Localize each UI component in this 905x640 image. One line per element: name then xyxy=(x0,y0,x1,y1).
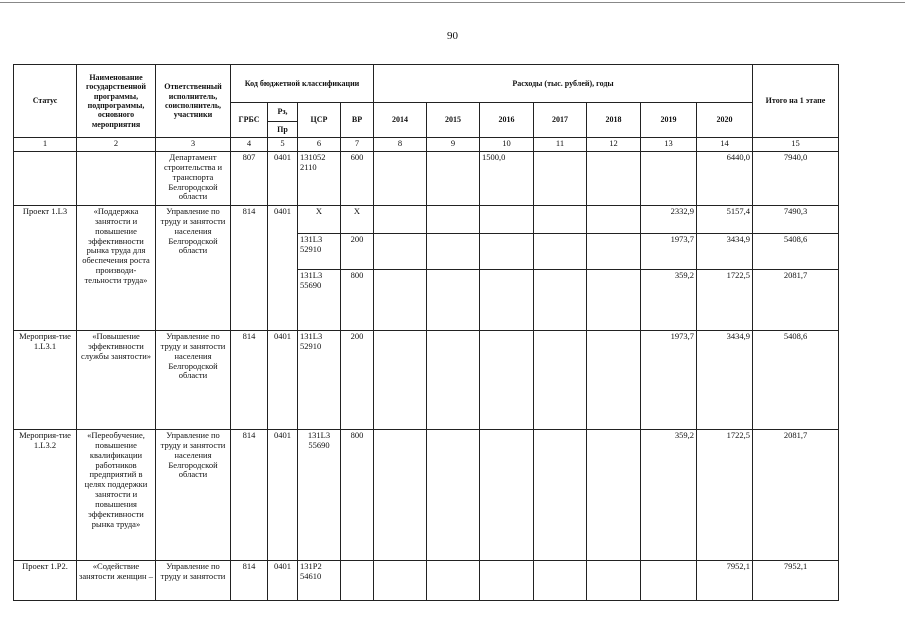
header-total: Итого на 1 этапе xyxy=(753,65,839,138)
row-2019: 1973,7 xyxy=(641,331,697,430)
row-name: «Содействие занятости женщин – xyxy=(77,561,156,601)
row-total: 5408,6 xyxy=(753,331,839,430)
row-grbs: 814 xyxy=(231,206,268,331)
row-grbs: 814 xyxy=(231,331,268,430)
header-expenses: Расходы (тыс. рублей), годы xyxy=(374,65,753,103)
row-total: 2081,7 xyxy=(753,430,839,561)
table-row xyxy=(14,561,839,601)
column-number: 8 xyxy=(374,138,427,152)
column-number: 6 xyxy=(298,138,341,152)
row-rzpr: 0401 xyxy=(268,561,298,601)
column-number: 13 xyxy=(641,138,697,152)
row-grbs: 814 xyxy=(231,430,268,561)
row-2016 xyxy=(480,430,534,561)
column-number: 12 xyxy=(587,138,641,152)
row-total: 7490,3 xyxy=(753,206,839,234)
row-total: 7940,0 xyxy=(753,152,839,206)
row-2015 xyxy=(427,430,480,561)
row-2017 xyxy=(534,430,587,561)
row-name xyxy=(77,152,156,206)
row-status: Мероприя-тие 1.L3.2 xyxy=(14,430,77,561)
row-2020: 6440,0 xyxy=(697,152,753,206)
row-2018 xyxy=(587,152,641,206)
row-rzpr: 0401 xyxy=(268,206,298,331)
table-header xyxy=(14,65,839,152)
row-2019: 1973,7 xyxy=(641,234,697,270)
column-number: 5 xyxy=(268,138,298,152)
row-2017 xyxy=(534,331,587,430)
row-2015 xyxy=(427,152,480,206)
top-edge-line xyxy=(0,2,905,3)
row-name: «Поддержка занятости и повышение эффективности рынка труда для обеспечения роста производи-тельности труда» xyxy=(77,206,156,331)
row-2020: 1722,5 xyxy=(697,270,753,331)
row-csr: 131052 2110 xyxy=(298,152,341,206)
header-year-2018: 2018 xyxy=(587,103,641,138)
row-2020: 7952,1 xyxy=(697,561,753,601)
row-rzpr: 0401 xyxy=(268,152,298,206)
row-responsible: Управление по труду и занятости населения Белгородской области xyxy=(156,331,231,430)
row-csr: 131L3 55690 xyxy=(298,430,341,561)
header-rz: Рз, xyxy=(268,103,298,122)
row-grbs: 814 xyxy=(231,561,268,601)
row-2016: 1500,0 xyxy=(480,152,534,206)
row-2019: 359,2 xyxy=(641,430,697,561)
column-number: 4 xyxy=(231,138,268,152)
table-row xyxy=(14,430,839,561)
row-2016 xyxy=(480,331,534,430)
row-vr xyxy=(341,561,374,601)
row-2014 xyxy=(374,561,427,601)
column-number: 1 xyxy=(14,138,77,152)
header-budget-code: Код бюджетной классификации xyxy=(231,65,374,103)
row-2020: 3434,9 xyxy=(697,234,753,270)
row-total: 5408,6 xyxy=(753,234,839,270)
row-2015 xyxy=(427,561,480,601)
row-total: 7952,1 xyxy=(753,561,839,601)
row-2017 xyxy=(534,561,587,601)
header-year-2016: 2016 xyxy=(480,103,534,138)
row-csr: 131P2 54610 xyxy=(298,561,341,601)
row-2015 xyxy=(427,331,480,430)
row-2019: 2332,9 xyxy=(641,206,697,234)
header-responsible: Ответственный исполнитель, соисполнитель, участники xyxy=(156,65,231,138)
row-2017 xyxy=(534,152,587,206)
row-2020: 3434,9 xyxy=(697,331,753,430)
row-status: Проект 1.P2. xyxy=(14,561,77,601)
row-2018 xyxy=(587,430,641,561)
row-responsible: Управление по труду и занятости населения Белгородской области xyxy=(156,206,231,331)
row-grbs: 807 xyxy=(231,152,268,206)
column-number: 3 xyxy=(156,138,231,152)
table-body xyxy=(14,152,839,601)
row-2020: 5157,4 xyxy=(697,206,753,234)
row-2019 xyxy=(641,152,697,206)
row-csr: 131L3 52910 xyxy=(298,331,341,430)
header-status: Статус xyxy=(14,65,77,138)
header-year-2019: 2019 xyxy=(641,103,697,138)
row-rzpr: 0401 xyxy=(268,331,298,430)
budget-table xyxy=(13,64,839,601)
header-name: Наименование государственной программы, подпрограммы, основного мероприятия xyxy=(77,65,156,138)
row-csr: 131L3 55690 xyxy=(298,270,341,331)
row-status: Мероприя-тие 1.L3.1 xyxy=(14,331,77,430)
column-number: 15 xyxy=(753,138,839,152)
column-number: 7 xyxy=(341,138,374,152)
row-2018 xyxy=(587,331,641,430)
row-vr: 800 xyxy=(341,270,374,331)
row-2019 xyxy=(641,561,697,601)
row-2014 xyxy=(374,152,427,206)
row-csr: 131L3 52910 xyxy=(298,234,341,270)
row-status xyxy=(14,152,77,206)
row-name: «Повышение эффективности службы занятости» xyxy=(77,331,156,430)
row-responsible: Управление по труду и занятости населения Белгородской области xyxy=(156,430,231,561)
row-vr: X xyxy=(341,206,374,234)
row-2016 xyxy=(480,561,534,601)
row-name: «Переобучение, повышение квалификации работников предприятий в целях поддержки занятости и повышения эффективности рынка труда» xyxy=(77,430,156,561)
column-number-row xyxy=(14,138,839,152)
row-vr: 800 xyxy=(341,430,374,561)
table-row xyxy=(14,206,839,234)
column-number: 10 xyxy=(480,138,534,152)
header-vr: ВР xyxy=(341,103,374,138)
column-number: 2 xyxy=(77,138,156,152)
header-year-2014: 2014 xyxy=(374,103,427,138)
row-responsible: Департамент строительства и транспорта Белгородской области xyxy=(156,152,231,206)
row-rzpr: 0401 xyxy=(268,430,298,561)
header-csr: ЦСР xyxy=(298,103,341,138)
row-2019: 359,2 xyxy=(641,270,697,331)
row-2014 xyxy=(374,331,427,430)
header-year-2017: 2017 xyxy=(534,103,587,138)
row-2014 xyxy=(374,430,427,561)
row-vr: 200 xyxy=(341,234,374,270)
row-responsible: Управление по труду и занятости xyxy=(156,561,231,601)
header-pr: Пр xyxy=(268,122,298,138)
row-2018 xyxy=(587,561,641,601)
header-year-2015: 2015 xyxy=(427,103,480,138)
row-vr: 200 xyxy=(341,331,374,430)
row-status: Проект 1.L3 xyxy=(14,206,77,331)
page-number: 90 xyxy=(447,30,458,42)
row-2020: 1722,5 xyxy=(697,430,753,561)
row-total: 2081,7 xyxy=(753,270,839,331)
column-number: 9 xyxy=(427,138,480,152)
table-row xyxy=(14,331,839,430)
column-number: 11 xyxy=(534,138,587,152)
header-year-2020: 2020 xyxy=(697,103,753,138)
header-grbs: ГРБС xyxy=(231,103,268,138)
column-number: 14 xyxy=(697,138,753,152)
row-csr: X xyxy=(298,206,341,234)
row-vr: 600 xyxy=(341,152,374,206)
table-row xyxy=(14,152,839,206)
